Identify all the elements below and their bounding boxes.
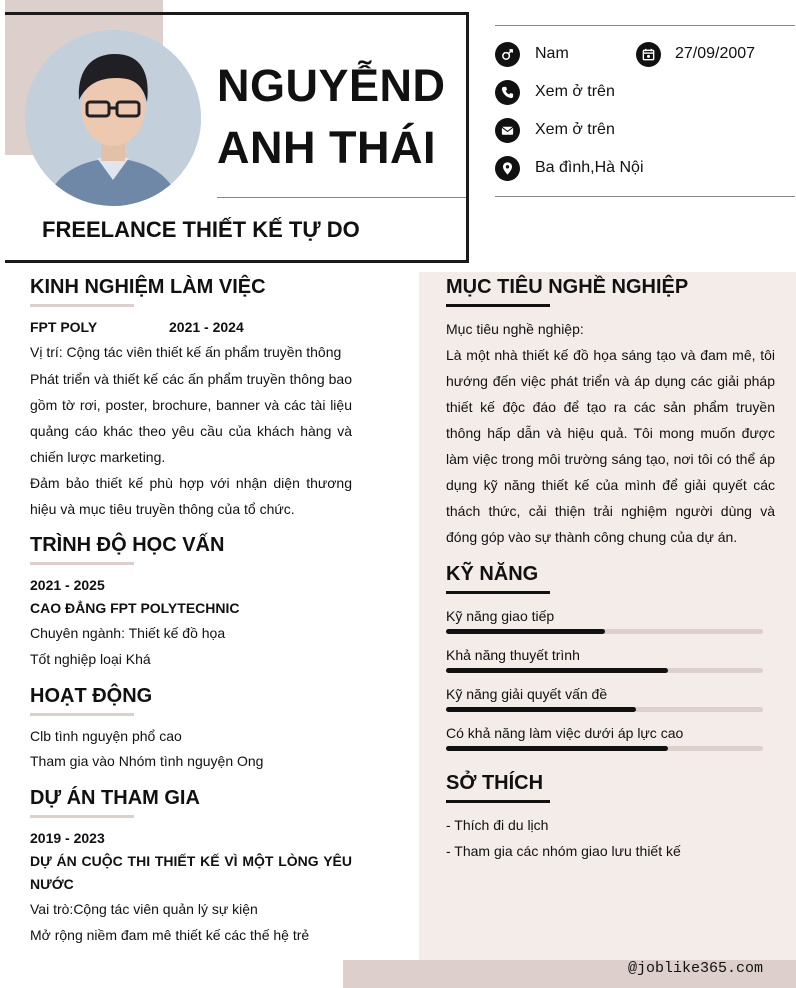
project-role: Vai trò:Cộng tác viên quản lý sự kiện (30, 901, 258, 917)
name-divider (217, 197, 466, 198)
activity-item: Clb tình nguyện phổ cao (30, 728, 182, 744)
objective-underline (446, 304, 550, 307)
projects-underline (30, 815, 134, 818)
skills-underline (446, 591, 550, 594)
birthday-value: 27/09/2007 (675, 45, 756, 62)
education-grade: Tốt nghiệp loại Khá (30, 651, 151, 667)
experience-company: FPT POLY (30, 319, 98, 335)
hobby-item: - Tham gia các nhóm giao lưu thiết kế (446, 843, 681, 859)
hobbies-underline (446, 800, 550, 803)
contact-divider-top (495, 25, 795, 26)
address-value: Ba đình,Hà Nội (535, 159, 644, 176)
email-icon (495, 118, 520, 143)
project-description: Mở rộng niềm đam mê thiết kế các thế hệ trẻ (30, 927, 310, 943)
phone-icon (495, 80, 520, 105)
skill-label: Khả năng thuyết trình (446, 647, 580, 663)
email-value: Xem ở trên (535, 121, 615, 138)
skills-title: KỸ NĂNG (446, 563, 539, 585)
skill-bar (446, 707, 763, 712)
experience-description-1: Phát triển và thiết kế các ấn phẩm truyền thông bao gồm tờ rơi, poster, brochure, banner và các tài liệu quảng cáo khác theo yêu cầu của khách hàng và chiến lược marketing. (30, 371, 352, 465)
skill-bar-fill (446, 629, 605, 634)
footer-watermark: @joblike365.com (628, 960, 764, 977)
gender-icon (495, 42, 520, 67)
full-name (217, 55, 457, 179)
skill-bar (446, 629, 763, 634)
name-line-1: NGUYỄND (217, 60, 446, 111)
education-period: 2021 - 2025 (30, 577, 105, 593)
hobbies-title: SỞ THÍCH (446, 772, 544, 794)
objective-text: Là một nhà thiết kế đồ họa sáng tạo và đam mê, tôi hướng đến việc phát triển và áp dụng các giải pháp thiết kế độc đáo để tạo ra các sản phẩm truyền thông hấp dẫn và hiệu quả. Tôi mong muốn được làm việc trong môi trường sáng tạo, nơi tôi có thể áp dụng kỹ năng thiết kế của mình để giải quyết các thách thức, cải thiện trải nghiệm người dùng và đóng góp vào sự thành công chung của dự án. (446, 347, 775, 545)
name-line-2: ANH THÁI (217, 122, 436, 173)
experience-description-2: Đảm bảo thiết kế phù hợp với nhận diện thương hiệu và mục tiêu truyền thông của tổ chức. (30, 475, 352, 517)
education-title: TRÌNH ĐỘ HỌC VẤN (30, 534, 225, 556)
experience-title: KINH NGHIỆM LÀM VIỆC (30, 276, 266, 298)
objective-label: Mục tiêu nghề nghiệp: (446, 321, 584, 337)
skill-bar (446, 746, 763, 751)
skill-label: Có khả năng làm việc dưới áp lực cao (446, 725, 684, 741)
education-school: CAO ĐẲNG FPT POLYTECHNIC (30, 600, 240, 616)
skill-label: Kỹ năng giải quyết vấn đề (446, 686, 608, 702)
activities-underline (30, 713, 134, 716)
objective-title: MỤC TIÊU NGHỀ NGHIỆP (446, 276, 689, 298)
gender-value: Nam (535, 45, 569, 62)
calendar-icon (636, 42, 661, 67)
experience-period: 2021 - 2024 (169, 319, 244, 335)
skill-label: Kỹ năng giao tiếp (446, 608, 555, 624)
education-underline (30, 562, 134, 565)
contact-divider-bottom (495, 196, 795, 197)
activities-title: HOẠT ĐỘNG (30, 685, 153, 707)
education-major: Chuyên ngành: Thiết kế đồ họa (30, 625, 226, 641)
project-period: 2019 - 2023 (30, 830, 105, 846)
location-icon (495, 156, 520, 181)
job-title: FREELANCE THIẾT KẾ TỰ DO (42, 217, 360, 242)
project-name: DỰ ÁN CUỘC THI THIẾT KẾ VÌ MỘT LÒNG YÊU NƯỚC (30, 853, 352, 892)
skill-bar-fill (446, 707, 636, 712)
activity-item: Tham gia vào Nhóm tình nguyện Ong (30, 753, 264, 769)
skill-bar (446, 668, 763, 673)
experience-underline (30, 304, 134, 307)
avatar (25, 30, 201, 206)
skill-bar-fill (446, 746, 668, 751)
profile-photo-icon (25, 30, 201, 206)
skill-bar-fill (446, 668, 668, 673)
experience-position: Vị trí: Cộng tác viên thiết kế ấn phẩm truyền thông (30, 344, 342, 360)
projects-title: DỰ ÁN THAM GIA (30, 787, 200, 809)
hobby-item: - Thích đi du lịch (446, 817, 549, 833)
phone-value: Xem ở trên (535, 83, 615, 100)
